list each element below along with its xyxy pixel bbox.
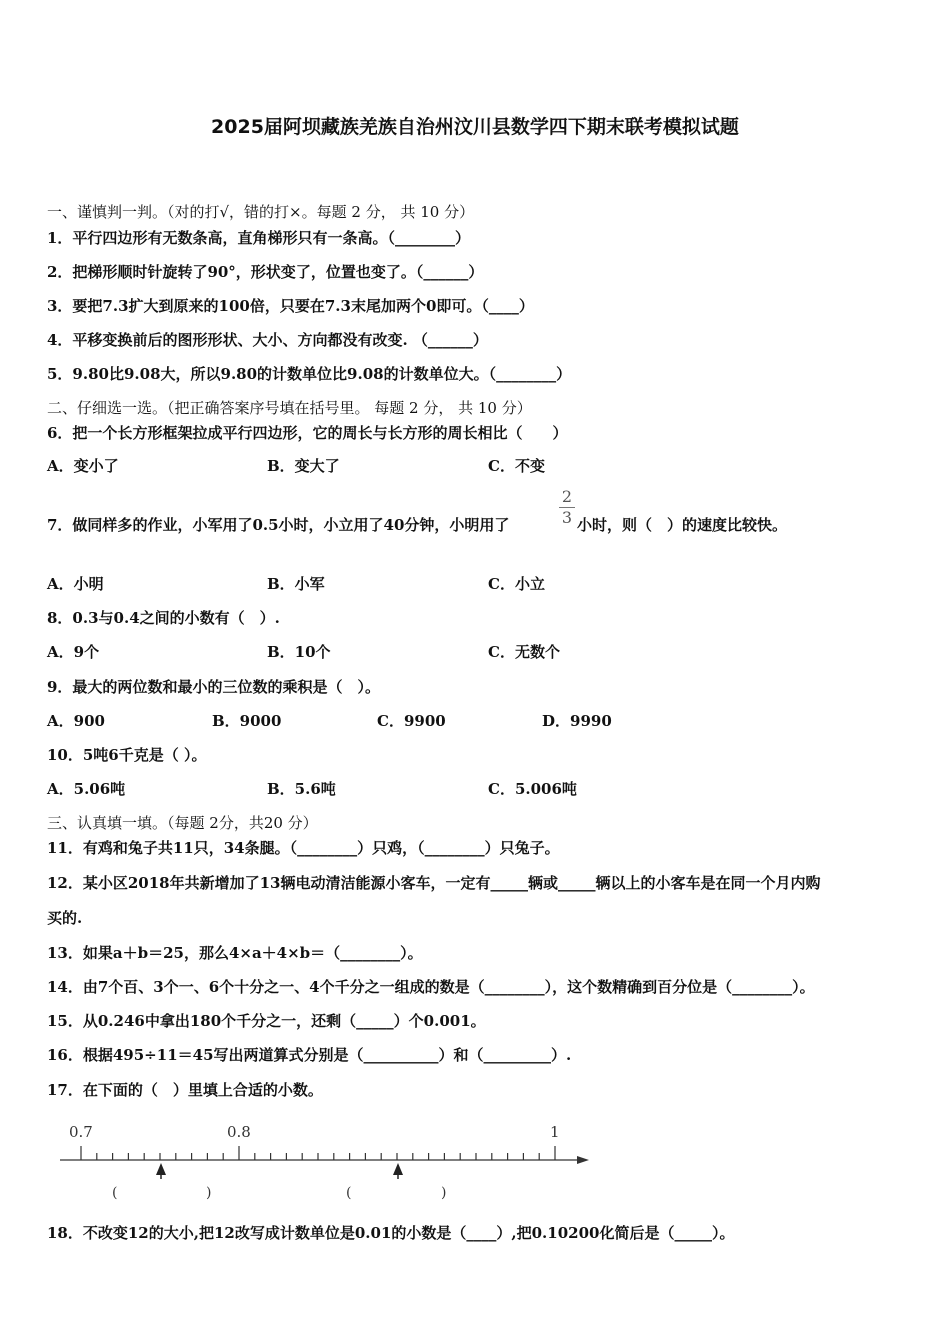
q7-option-b: B．小军 xyxy=(267,575,325,593)
question-9: 9．最大的两位数和最小的三位数的乘积是（ ）。 xyxy=(47,678,380,696)
question-4: 4．平移变换前后的图形形状、大小、方向都没有改变. （______） xyxy=(47,331,488,349)
q6-option-a: A．变小了 xyxy=(47,457,119,475)
q10-option-a: A．5.06吨 xyxy=(47,780,126,798)
question-15: 15．从0.246中拿出180个千分之一，还剩（_____）个0.001。 xyxy=(47,1012,486,1030)
section-2-heading: 二、仔细选一选。（把正确答案序号填在括号里。 每题 2 分， 共 10 分） xyxy=(47,399,532,417)
q9-option-a: A．900 xyxy=(47,712,105,730)
q10-option-b: B．5.6吨 xyxy=(267,780,336,798)
q8-option-a: A．9个 xyxy=(47,643,100,661)
q7-option-c: C．小立 xyxy=(488,575,545,593)
number-line-arrowhead xyxy=(577,1156,589,1164)
number-line-figure xyxy=(55,1115,595,1207)
question-10: 10．5吨6千克是（ ）。 xyxy=(47,746,207,764)
question-1: 1．平行四边形有无数条高，直角梯形只有一条高。（________） xyxy=(47,229,470,247)
q9-option-d: D．9990 xyxy=(542,712,612,730)
q7-option-a: A．小明 xyxy=(47,575,104,593)
question-5: 5．9.80比9.08大，所以9.80的计数单位比9.08的计数单位大。（________） xyxy=(47,365,572,383)
question-12-line-2: 买的. xyxy=(47,909,83,927)
q6-option-b: B．变大了 xyxy=(267,457,340,475)
answer-paren-1-open: ( xyxy=(112,1185,118,1201)
q8-option-c: C．无数个 xyxy=(488,643,560,661)
question-16: 16．根据495÷11＝45写出两道算式分别是（__________）和（_________）. xyxy=(47,1046,572,1064)
q6-option-c: C．不变 xyxy=(488,457,545,475)
q7-fraction-numerator: 2 xyxy=(561,487,573,506)
q10-option-c: C．5.006吨 xyxy=(488,780,577,798)
q9-option-c: C．9900 xyxy=(377,712,446,730)
question-17: 17．在下面的（ ）里填上合适的小数。 xyxy=(47,1081,323,1099)
number-line-label-middle: 0.8 xyxy=(227,1123,251,1141)
question-13: 13．如果a＋b＝25，那么4×a＋4×b＝（________）。 xyxy=(47,944,423,962)
question-2: 2．把梯形顺时针旋转了90°，形状变了，位置也变了。（______） xyxy=(47,263,484,281)
answer-paren-2-close: ) xyxy=(441,1185,447,1201)
question-8: 8．0.3与0.4之间的小数有（ ）. xyxy=(47,609,280,627)
section-3-heading: 三、认真填一填。（每题 2分，共20 分） xyxy=(47,814,318,832)
answer-paren-1-close: ) xyxy=(206,1185,212,1201)
q9-option-b: B．9000 xyxy=(212,712,282,730)
question-6: 6．把一个长方形框架拉成平行四边形，它的周长与长方形的周长相比（ ） xyxy=(47,424,568,442)
question-11: 11．有鸡和兔子共11只，34条腿。（________）只鸡，（________）只兔子。 xyxy=(47,839,560,857)
question-7-prefix: 7．做同样多的作业，小军用了0.5小时，小立用了40分钟，小明用了 xyxy=(47,516,510,534)
question-3: 3．要把7.3扩大到原来的100倍，只要在7.3末尾加两个0即可。（____） xyxy=(47,297,534,315)
answer-paren-2-open: ( xyxy=(346,1185,352,1201)
q7-fraction-denominator: 3 xyxy=(561,508,573,527)
q7-fraction xyxy=(559,488,575,527)
question-14: 14．由7个百、3个一、6个十分之一、4个千分之一组成的数是（________），这个数精确到百分位是（________）。 xyxy=(47,978,815,996)
section-1-heading: 一、谨慎判一判。（对的打√，错的打×。每题 2 分， 共 10 分） xyxy=(47,203,475,221)
number-line-ticks xyxy=(81,1146,555,1160)
question-7-suffix: 小时，则（ ）的速度比较快。 xyxy=(577,516,788,534)
number-line-label-start: 0.7 xyxy=(69,1123,93,1141)
page-title: 2025届阿坝藏族羌族自治州汶川县数学四下期末联考模拟试题 xyxy=(211,116,739,138)
question-12-line-1: 12．某小区2018年共新增加了13辆电动清洁能源小客车，一定有_____辆或_____辆以上的小客车是在同一个月内购 xyxy=(47,874,821,892)
number-line-label-end: 1 xyxy=(550,1123,560,1141)
q8-option-b: B．10个 xyxy=(267,643,331,661)
question-18: 18．不改变12的大小,把12改写成计数单位是0.01的小数是（____）,把0.10200化简后是（_____）。 xyxy=(47,1224,735,1242)
